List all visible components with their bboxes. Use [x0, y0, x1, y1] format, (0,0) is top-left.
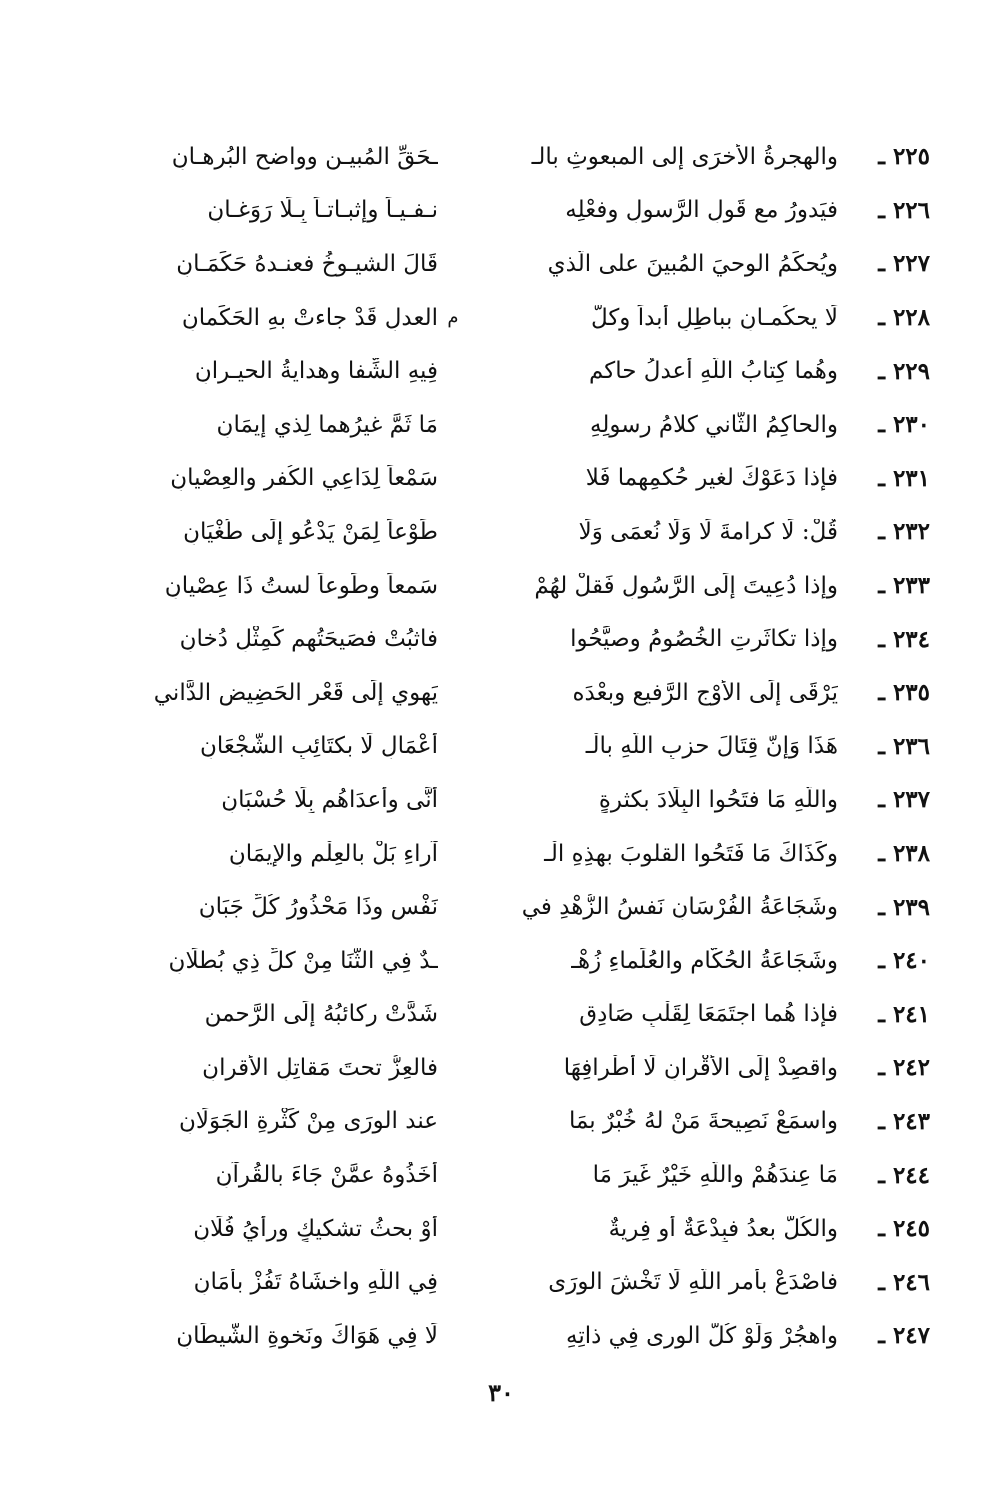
first-hemistich: وكَذَاكَ مَا فَتَحُوا القلوبَ بهذِهِ الْـ	[544, 840, 838, 867]
first-hemistich: فيَدورُ مع قَولِ الرَّسولِ وفعْلِه	[565, 197, 838, 224]
verse-line	[30, 398, 930, 452]
verse-line	[30, 559, 930, 613]
verse-line	[30, 880, 930, 934]
verse-line	[30, 505, 930, 559]
verse-line	[30, 452, 930, 506]
verse-line	[30, 720, 930, 774]
verse-line	[30, 130, 930, 184]
verse-number: ٢٢٦ ـ	[878, 196, 930, 224]
hemistich-gap: م	[447, 307, 459, 329]
first-hemistich: وشَجَاعَةُ الفُرْسَانِ نَفسُ الزُّهْدِ في	[521, 894, 838, 921]
first-hemistich: وإذا دُعِيتَ إِلَى الرَّسُولِ فَقلْ لهُمْ	[534, 572, 838, 599]
second-hemistich: سَمْعاً لِدَاعِي الكُفرِ والعِصْيانِ	[170, 465, 438, 492]
second-hemistich: لَا فِي هَوَاكَ ونَخوةِ الشَّيطَانِ	[176, 1322, 438, 1349]
first-hemistich: والهجرةُ الأخرَى إلى المبعوثِ بالـ	[531, 143, 838, 170]
verse-line	[30, 666, 930, 720]
verse-line	[30, 773, 930, 827]
verse-number: ٢٢٩ ـ	[878, 357, 930, 385]
verse-line	[30, 1041, 930, 1095]
second-hemistich: نَفْسٍ وذَا مَحْذُورُ كُلِّ جَبَانِ	[198, 894, 438, 921]
verse-line	[30, 184, 930, 238]
verse-line	[30, 291, 930, 345]
second-hemistich: أوْ بحثُ تشكيكٍ ورأيُ فُلَانِ	[193, 1215, 438, 1242]
verse-line	[30, 1148, 930, 1202]
verse-line	[30, 344, 930, 398]
second-hemistich: العدلِ قَدْ جاءتْ بهِ الحَكَمانِ	[181, 304, 438, 331]
first-hemistich: فإذا دَعَوْكَ لغيرِ حُكمِهِما فَلا	[585, 465, 838, 492]
first-hemistich: لَا يحكُمـانِ بباطِلٍ أبداً وكلُّ	[590, 304, 838, 331]
first-hemistich: واسمَعْ نَصِيحةَ مَنْ لهُ خُبْرٌ بمَا	[568, 1108, 838, 1135]
verse-number: ٢٤٤ ـ	[878, 1161, 930, 1189]
first-hemistich: يَرْقَى إِلَى الأوْجِ الرَّفيعِ وبعْدَه	[572, 679, 838, 706]
second-hemistich: نـفـيـاً وإثبـاتـاً بِـلَا رَوَغـانِ	[207, 197, 438, 224]
first-hemistich: فاصْدَعْ بأمرِ اللَّهِ لَا تَخْشَ الورَى	[548, 1269, 838, 1296]
first-hemistich: والكُلُّ بعدُ فبِدْعَةٌ أو فِريةٌ	[608, 1215, 838, 1242]
verse-number: ٢٢٥ ـ	[878, 143, 930, 171]
page-number: ٣٠	[488, 1378, 514, 1407]
verse-number: ٢٣٣ ـ	[878, 572, 930, 600]
verse-line	[30, 1309, 930, 1363]
second-hemistich: أنَّى وأعدَاهُم بِلَا حُسْبَانِ	[221, 786, 438, 813]
verse-number: ٢٤٠ ـ	[878, 947, 930, 975]
verse-line	[30, 1095, 930, 1149]
verse-number: ٢٣١ ـ	[878, 464, 930, 492]
verses-column	[30, 130, 930, 1363]
second-hemistich: مَا ثَمَّ غيرُهما لِذي إيمَانِ	[216, 411, 438, 438]
second-hemistich: قَالَ الشيـوخُ فعنـدهُ حَكَمَـانِ	[176, 250, 438, 277]
verse-number: ٢٣٤ ـ	[878, 625, 930, 653]
second-hemistich: شَدَّتْ ركائبُهُ إِلَى الرَّحمنِ	[204, 1001, 438, 1028]
second-hemistich: أخَذُوهُ عمَّنْ جَاءَ بالقُرآنِ	[215, 1162, 438, 1189]
verse-number: ٢٣٢ ـ	[878, 518, 930, 546]
verse-number: ٢٤٢ ـ	[878, 1054, 930, 1082]
first-hemistich: هَذَا وَإنّ قِتَالَ حزبِ اللَّهِ بالْـ	[585, 733, 838, 760]
verse-number: ٢٤٥ ـ	[878, 1215, 930, 1243]
verse-number: ٢٣٧ ـ	[878, 786, 930, 814]
verse-line	[30, 827, 930, 881]
second-hemistich: فالعِزُّ تحتَ مَقاتِلِ الأقرانِ	[202, 1054, 438, 1081]
second-hemistich: أعْمَالِ لَا بكتَائِبِ الشُّجْعَانِ	[200, 733, 438, 760]
verse-number: ٢٣٦ ـ	[878, 732, 930, 760]
verse-number: ٢٣٩ ـ	[878, 893, 930, 921]
first-hemistich: قُلْ: لَا كرامةَ لَا وَلَا نُعمَى وَلَا	[578, 518, 838, 545]
first-hemistich: واقصِدْ إِلَى الأقْرانِ لَا أطْرافِهَا	[563, 1054, 838, 1081]
second-hemistich: فِي اللَّهِ واخشَاهُ تَفُزْ بأمَانِ	[193, 1269, 438, 1296]
verse-line	[30, 1255, 930, 1309]
verse-number: ٢٣٨ ـ	[878, 840, 930, 868]
second-hemistich: عند الورَى مِنْ كَثْرةِ الجَوَلَانِ	[179, 1108, 438, 1135]
verse-line	[30, 612, 930, 666]
verse-line	[30, 1202, 930, 1256]
second-hemistich: طَوْعاً لِمَنْ يَدْعُو إِلَى طُغْيَانِ	[183, 518, 438, 545]
second-hemistich: سَمعاً وطَوعاً لستُ ذَا عِصْيانِ	[164, 572, 438, 599]
verse-number: ٢٤٣ ـ	[878, 1107, 930, 1135]
first-hemistich: واهجُرْ وَلَوْ كُلَّ الورى فِي ذاتِهِ	[565, 1322, 838, 1349]
second-hemistich: يَهوِي إِلَى قَعْرِ الحَضِيضِ الدَّاني	[153, 679, 438, 706]
first-hemistich: واللَّهِ مَا فتَحُوا البِلَادَ بكثرةٍ	[598, 786, 838, 813]
second-hemistich: ـدٌ فِي الثَّنَا مِنْ كلِّ ذِي بُطلَانِ	[168, 947, 438, 974]
first-hemistich: مَا عِندَهُمْ واللَّهِ خَيْرٌ غَيرَ مَا	[592, 1162, 838, 1189]
verse-number: ٢٤٦ ـ	[878, 1268, 930, 1296]
first-hemistich: ويُحكِّمُ الوحيَ المُبينَ على الَّذي	[547, 250, 838, 277]
second-hemistich: آراءِ بَلْ بالعِلْمِ والإيمَانِ	[228, 840, 438, 867]
verse-number: ٢٤٧ ـ	[878, 1322, 930, 1350]
first-hemistich: وشَجَاعَةُ الحُكّامِ والعُلَماءِ زُهْـ	[571, 947, 838, 974]
first-hemistich: فإذا هُما اجتَمَعَا لِقَلْبِ صَادِقٍ	[579, 1001, 838, 1028]
verse-number: ٢٣٥ ـ	[878, 679, 930, 707]
first-hemistich: والحاكِمُ الثَّاني كلامُ رسولِهِ	[590, 411, 838, 438]
verse-number: ٢٢٨ ـ	[878, 304, 930, 332]
verse-line	[30, 934, 930, 988]
second-hemistich: ـحَقِّ المُبيـنِ وواضحِ البُرهـانِ	[171, 143, 438, 170]
verse-number: ٢٣٠ ـ	[878, 411, 930, 439]
first-hemistich: وهُما كِتابُ اللَّهِ أعدلُ حاكمٍ	[588, 358, 838, 385]
verse-line	[30, 988, 930, 1042]
verse-line	[30, 237, 930, 291]
verse-number: ٢٢٧ ـ	[878, 250, 930, 278]
second-hemistich: فاثبُتْ فصَيحَتُهم كَمِثْلِ دُخانِ	[179, 626, 438, 653]
verse-number: ٢٤١ ـ	[878, 1000, 930, 1028]
second-hemistich: فِيهِ الشِّفا وهدايةُ الحيـرانِ	[194, 358, 438, 385]
first-hemistich: وإذا تكاثَرتِ الخُصُومُ وصيَّحُوا	[570, 626, 838, 653]
